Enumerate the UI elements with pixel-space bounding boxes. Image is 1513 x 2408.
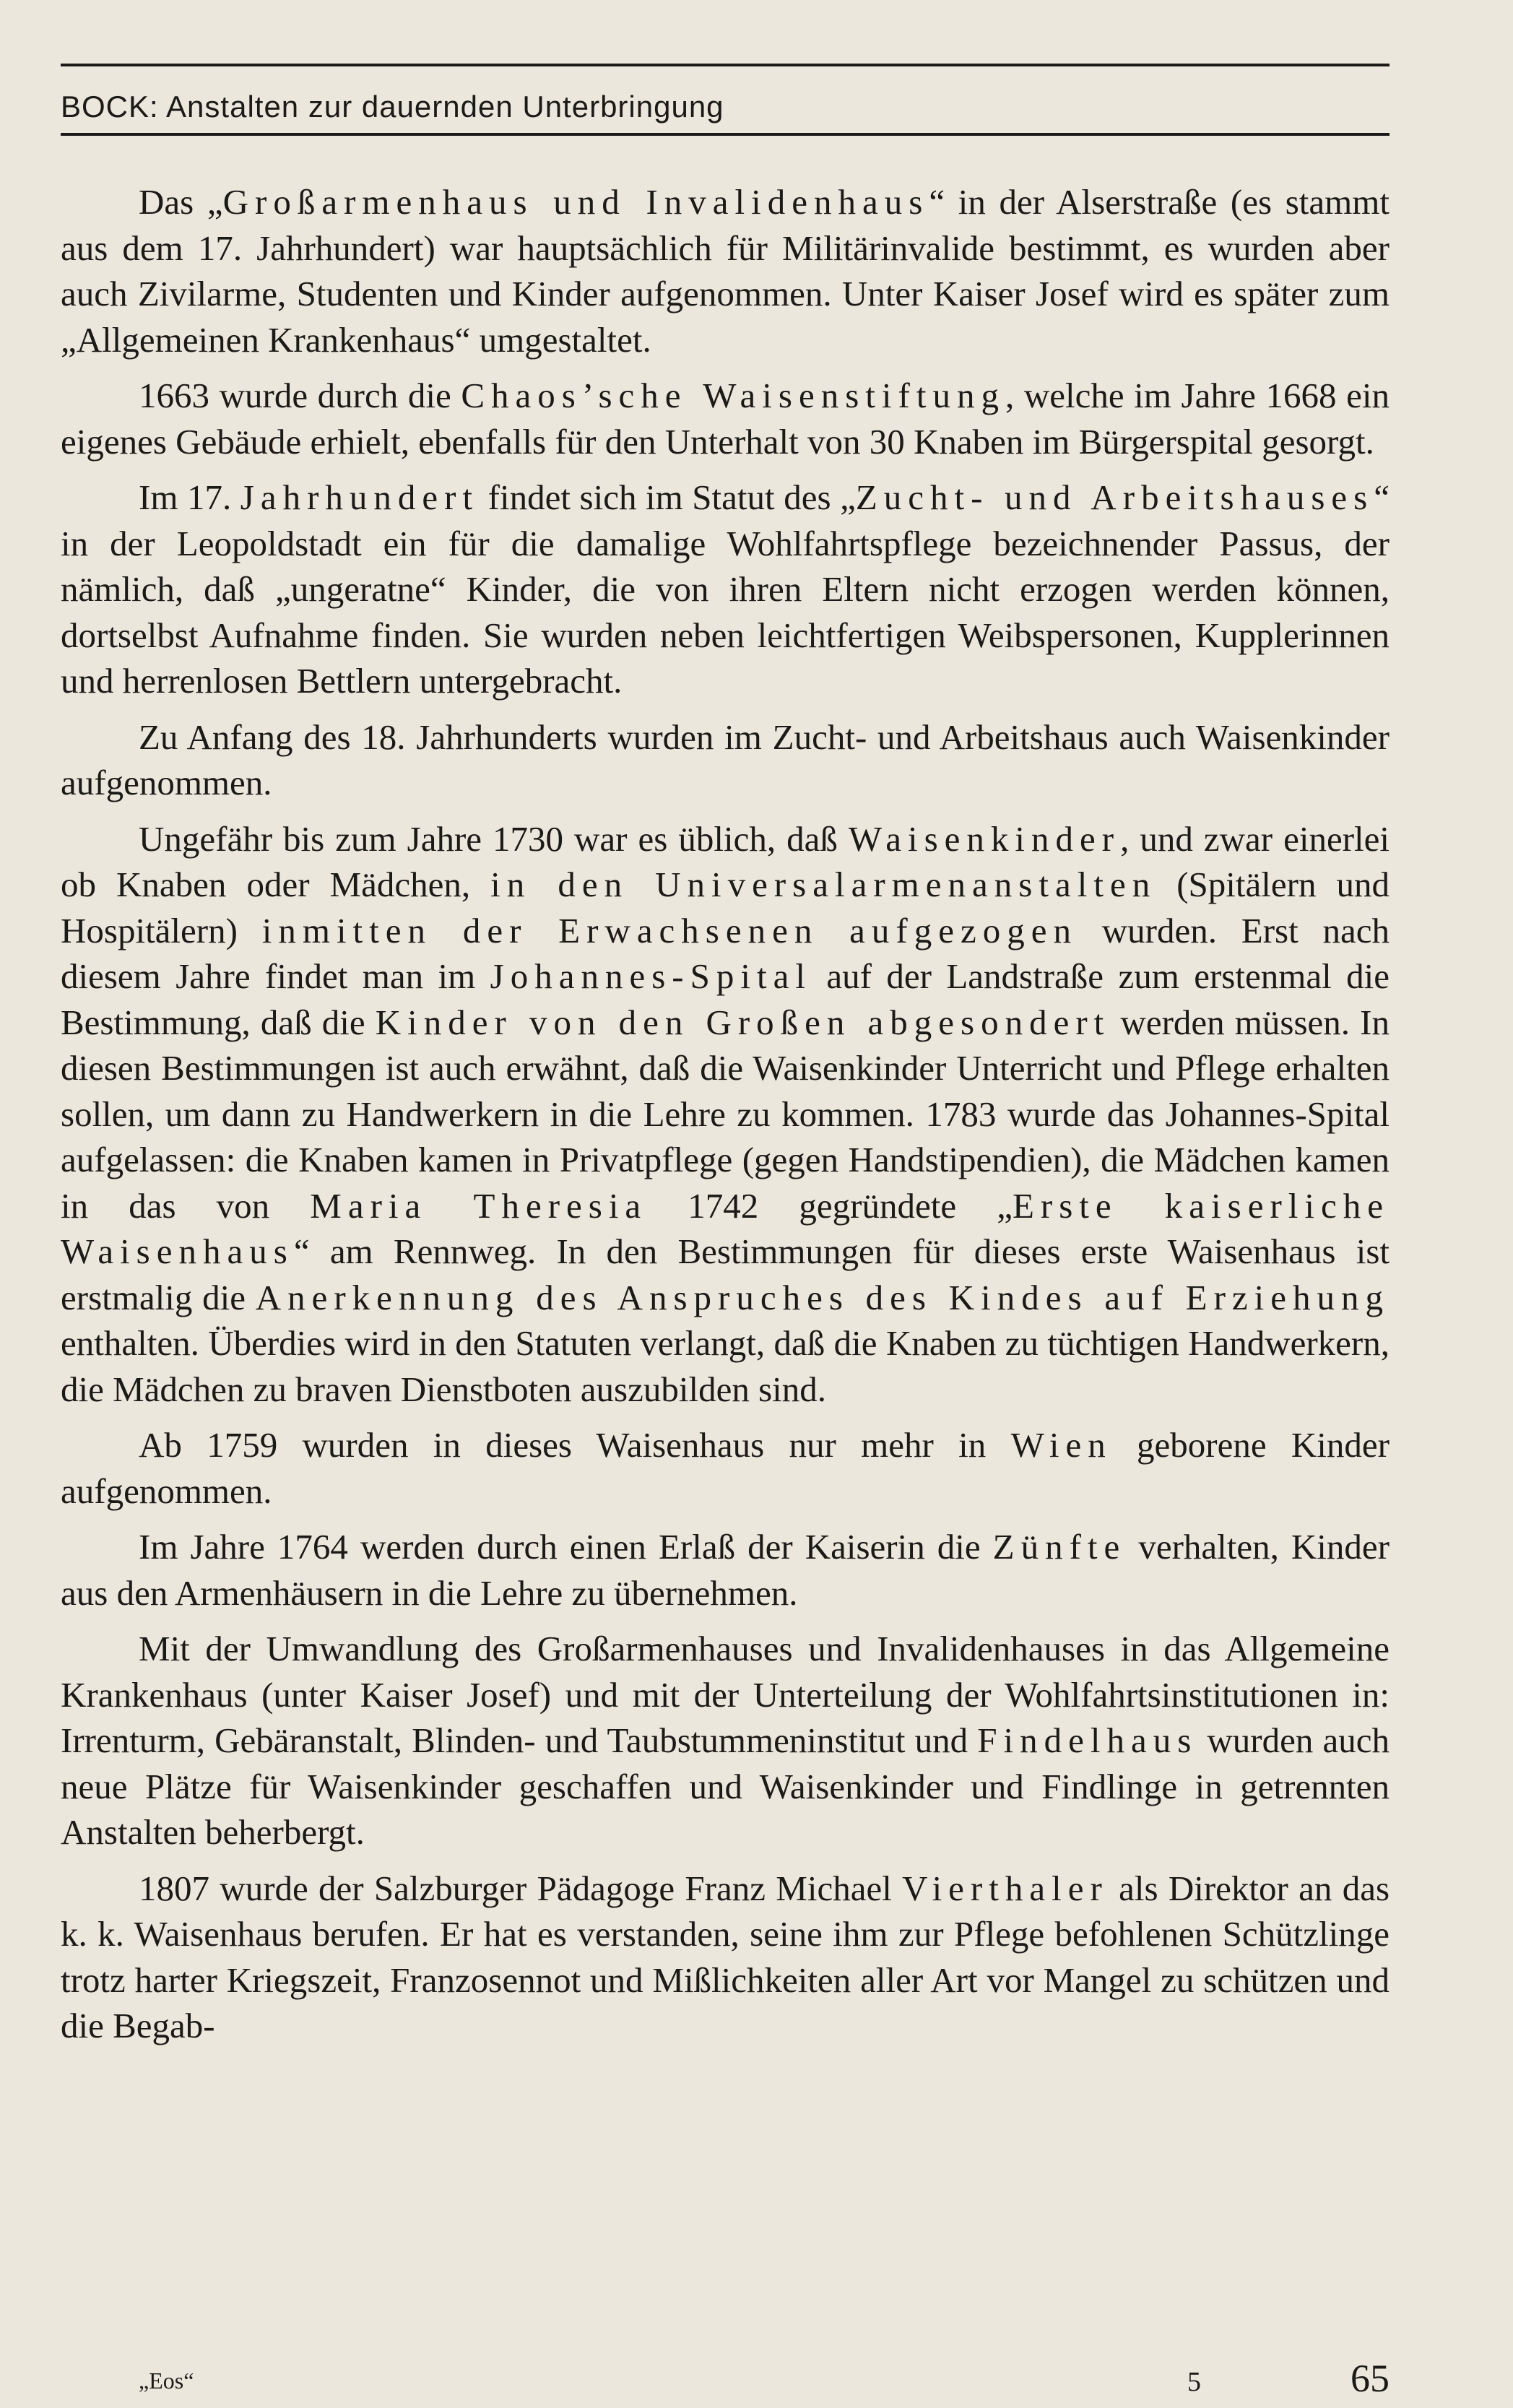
paragraph-text: als Direktor an das k. k. Waisenhaus berufen. Er hat es verstanden, seine ihm zur Pflege befohlenen Schützlinge trotz harter Kriegszeit, Franzosennot und Mißlichkeiten aller Art vor Mangel zu schützen und die Begab- <box>61 1868 1390 2045</box>
paragraph-text: findet sich im Statut des „ <box>479 477 856 517</box>
top-rule <box>61 64 1390 66</box>
signature-mark: „Eos“ <box>139 2368 194 2394</box>
paragraph-text: Mit der Umwandlung des Großarmenhauses und Invalidenhauses in das Allgemeine Krankenhaus (unter Kaiser Josef) und mit der Unterteilung der Wohlfahrtsinstitutionen in: Irrenturm, Gebäranstalt, Blinden- und Taubstummeninstitut und <box>61 1629 1390 1760</box>
emphasized-text: in den Universalarmenanstalten <box>490 865 1157 904</box>
emphasized-text: Kinder von den Großen abgesondert <box>375 1002 1111 1042</box>
paragraph-text: auf der Landstraße zum erstenmal die Bestimmung, daß die <box>61 956 1390 1042</box>
paragraph <box>61 1524 1390 1616</box>
paragraph <box>61 475 1390 704</box>
paragraph-text: Im Jahre 1764 werden durch einen Erlaß der Kaiserin die <box>139 1527 993 1567</box>
paragraph <box>61 714 1390 806</box>
emphasized-text: Zucht- und Arbeitshauses <box>855 477 1374 517</box>
paragraph-text: wurden auch neue Plätze für Waisenkinder geschaffen und Waisenkinder und Findlinge in getrennten Anstalten beherbergt. <box>61 1720 1390 1852</box>
paragraph <box>61 179 1390 363</box>
emphasized-text: Großarmenhaus und Invalidenhaus <box>222 182 929 222</box>
emphasized-text: Vierthaler <box>902 1868 1109 1908</box>
paragraph-text: , welche im Jahre 1668 ein eigenes Gebäude erhielt, ebenfalls für den Unterhalt von 30 Knaben im Bürgerspital gesorgt. <box>61 376 1390 462</box>
paragraph-text: “ in der Alserstraße (es stammt aus dem 17. Jahrhundert) war hauptsächlich für Militärinvalide bestimmt, es wurden aber auch Zivilarme, Studenten und Kinder aufgenommen. Unter Kaiser Josef wird es später zum „Allgemeinen Krankenhaus“ umgestaltet. <box>61 182 1390 360</box>
paragraph <box>61 1866 1390 2049</box>
paragraph-text: Ungefähr bis zum Jahre 1730 war es üblich, daß <box>139 818 849 859</box>
emphasized-text: Johannes-Spital <box>490 956 812 996</box>
paragraph-text: Ab 1759 wurden in dieses Waisenhaus nur mehr in <box>139 1425 1011 1465</box>
running-head: BOCK: Anstalten zur dauernden Unterbringung <box>61 85 1390 136</box>
emphasized-text: Zünfte <box>992 1527 1127 1567</box>
page-footer <box>61 2357 1390 2405</box>
paragraph-text: (Spitälern und Hospitälern) <box>61 865 1390 950</box>
paragraph <box>61 373 1390 464</box>
paragraph-text: wurden. Erst nach diesem Jahre findet man im <box>61 910 1390 996</box>
emphasized-text: Findelhaus <box>977 1720 1198 1760</box>
paragraph-text: , und zwar einerlei ob Knaben oder Mädchen, <box>61 818 1390 904</box>
paragraph-text: Das „ <box>139 182 223 222</box>
paragraph-text: Im 17. <box>139 477 240 517</box>
paragraph-text: verhalten, Kinder aus den Armenhäusern in die Lehre zu übernehmen. <box>61 1527 1390 1613</box>
paragraph-text: geborene Kinder aufgenommen. <box>61 1425 1390 1511</box>
paragraph-text: 1663 wurde durch die <box>139 376 461 415</box>
body-text <box>61 179 1390 2059</box>
paragraph-text: werden müssen. In diesen Bestimmungen ist auch erwähnt, daß die Waisenkinder Unterricht und Pflege erhalten sollen, um dann zu Handwerkern in die Lehre zu kommen. 1783 wurde das Johannes-Spital aufgelassen: die Knaben kamen in Privatpflege (gegen Handstipendien), die Mädchen kamen in das von <box>61 1002 1390 1226</box>
emphasized-text: inmitten der Erwachsenen aufgezogen <box>261 910 1078 950</box>
paragraph-text: 1807 wurde der Salzburger Pädagoge Franz Michael <box>139 1868 903 1908</box>
emphasized-text: Jahrhundert <box>240 477 480 517</box>
emphasized-text: Maria Theresia <box>310 1185 648 1226</box>
paragraph-text: 1742 gegründete „ <box>647 1185 1013 1226</box>
paragraph-text: enthalten. Überdies wird in den Statuten verlangt, daß die Knaben zu tüchtigen Handwerkern, die Mädchen zu braven Dienstboten auszubilden sind. <box>61 1323 1390 1409</box>
page-number: 65 <box>1351 2357 1390 2400</box>
paragraph <box>61 1626 1390 1855</box>
emphasized-text: Chaos’sche Waisenstiftung <box>461 376 1005 415</box>
signature-number: 5 <box>1187 2367 1201 2397</box>
paragraph <box>61 1422 1390 1514</box>
paragraph-text: “ in der Leopoldstadt ein für die damalige Wohlfahrtspflege bezeichnender Passus, der nämlich, daß „ungeratne“ Kinder, die von ihren Eltern nicht erzogen werden können, dortselbst Aufnahme finden. Sie wurden neben leichtfertigen Weibspersonen, Kupplerinnen und herrenlosen Bettlern untergebracht. <box>61 477 1390 701</box>
emphasized-text: Waisenkinder <box>848 818 1121 859</box>
paragraph <box>61 816 1390 1413</box>
emphasized-text: Anerkennung des Anspruches des Kindes auf Erziehung <box>255 1277 1390 1317</box>
paragraph-text: Zu Anfang des 18. Jahrhunderts wurden im Zucht- und Arbeitshaus auch Waisenkinder aufgenommen. <box>61 716 1390 802</box>
paragraph-text: “ am Rennweg. In den Bestimmungen für dieses erste Waisenhaus ist erstmalig die <box>61 1231 1390 1317</box>
emphasized-text: Wien <box>1010 1425 1112 1465</box>
emphasized-text: Erste kaiserliche Waisenhaus <box>61 1185 1390 1271</box>
